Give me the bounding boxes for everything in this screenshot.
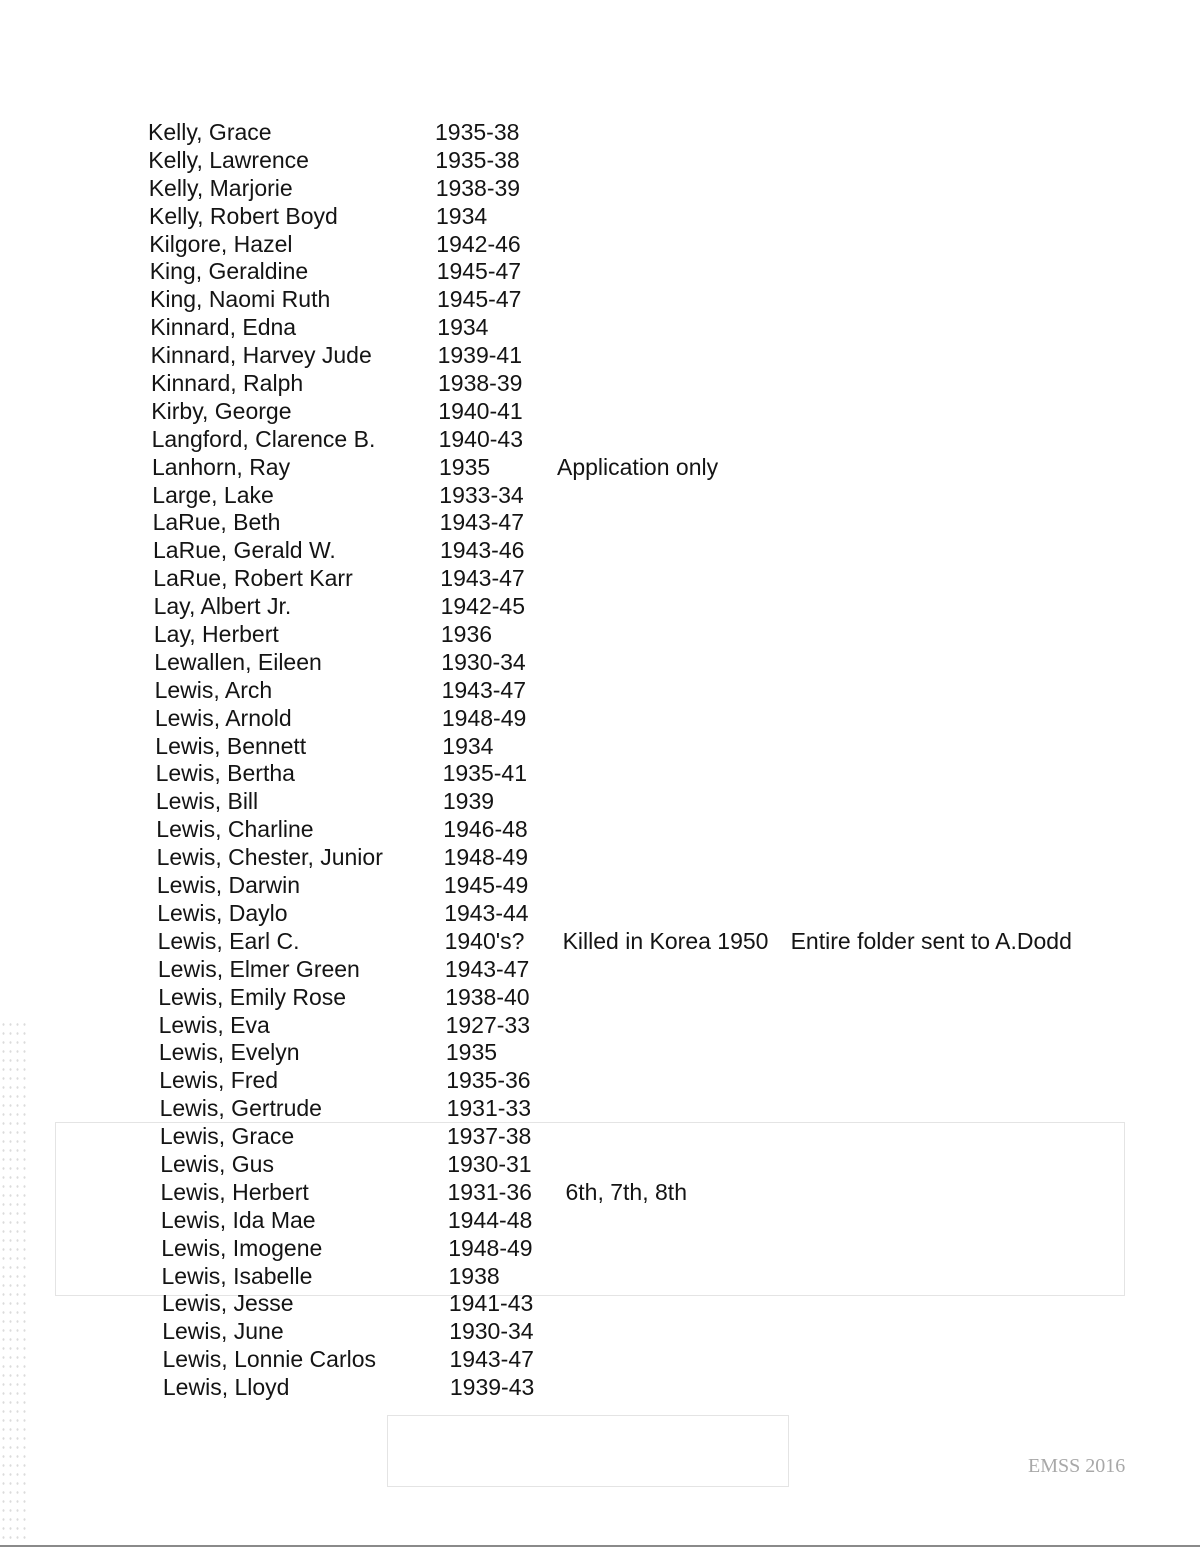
attendance-years: 1943-47: [441, 676, 527, 703]
roster-row: [161, 1206, 1148, 1234]
attendance-years: 1943-46: [440, 537, 525, 564]
roster-row: [148, 146, 1148, 174]
student-name: Kinnard, Harvey Jude: [150, 342, 372, 369]
attendance-years: 1940's?: [444, 927, 525, 954]
attendance-years: 1940-41: [438, 397, 523, 424]
attendance-years: 1945-47: [436, 258, 522, 285]
student-name: Lewis, Herbert: [160, 1178, 309, 1205]
student-name: Lewis, Gus: [160, 1150, 274, 1177]
attendance-years: 1935-41: [442, 760, 528, 787]
roster-row: [157, 843, 1148, 871]
roster-row: [156, 787, 1148, 815]
roster-row: [151, 369, 1148, 397]
student-name: LaRue, Robert Karr: [153, 565, 353, 592]
roster-row: [154, 592, 1148, 620]
roster-row: [152, 481, 1148, 509]
scan-edge-speckle: [0, 1020, 30, 1540]
student-name: Langford, Clarence B.: [151, 425, 376, 452]
attendance-years: 1930-34: [441, 648, 526, 675]
attendance-years: 1940-43: [438, 425, 524, 452]
student-name: Lewis, Daylo: [157, 899, 288, 926]
attendance-years: 1934: [437, 314, 489, 341]
attendance-years: 1933-34: [439, 481, 524, 508]
roster-row: [159, 1038, 1148, 1066]
attendance-years: 1938: [448, 1262, 500, 1289]
roster-row: [152, 453, 1148, 481]
student-name: Kelly, Robert Boyd: [149, 202, 338, 229]
student-name: Lewis, Gertrude: [159, 1095, 322, 1122]
roster-row: [160, 1150, 1148, 1178]
student-name: Lewis, Arnold: [154, 704, 292, 731]
attendance-years: 1936: [440, 621, 493, 648]
attendance-years: 1935-38: [435, 146, 520, 173]
attendance-years: 1935-36: [446, 1067, 531, 1094]
student-name: Kilgore, Hazel: [149, 230, 293, 257]
student-name: Lewis, Bennett: [155, 732, 307, 759]
roster-row: [153, 536, 1148, 564]
student-name: Lewis, Fred: [159, 1067, 279, 1094]
student-name: Lay, Albert Jr.: [153, 593, 292, 620]
roster-row: [156, 759, 1148, 787]
roster-row: [148, 118, 1148, 146]
student-name: Lewis, Isabelle: [161, 1262, 313, 1289]
roster-row: [158, 983, 1148, 1011]
student-name: Lewis, Bill: [155, 788, 259, 815]
student-name: Kinnard, Ralph: [151, 370, 304, 397]
roster-row: [153, 564, 1148, 592]
attendance-years: 1937-38: [446, 1123, 532, 1150]
student-name: Lewis, Elmer Green: [157, 955, 360, 982]
student-name: Lewis, Chester, Junior: [156, 844, 383, 871]
roster-row: [155, 732, 1148, 760]
roster-row: [160, 1122, 1148, 1150]
roster-row: [150, 285, 1148, 313]
roster-row: [151, 397, 1148, 425]
attendance-years: 1944-48: [447, 1206, 533, 1233]
roster-row: [157, 871, 1148, 899]
attendance-years: 1948-49: [448, 1234, 533, 1261]
attendance-years: 1930-34: [449, 1318, 534, 1345]
record-note: Application only: [557, 453, 719, 480]
student-name: Lewis, Darwin: [156, 872, 301, 899]
student-name: King, Naomi Ruth: [150, 286, 331, 313]
record-note: Killed in Korea 1950: [562, 927, 769, 954]
attendance-years: 1935: [445, 1039, 498, 1066]
student-name: Kelly, Marjorie: [148, 174, 293, 201]
student-roster: [148, 118, 1148, 1401]
roster-row: [155, 676, 1148, 704]
roster-row: [150, 257, 1148, 285]
student-name: Kelly, Grace: [148, 119, 272, 145]
student-name: Lewis, Evelyn: [158, 1039, 300, 1066]
roster-row: [156, 815, 1148, 843]
roster-row: [149, 174, 1148, 202]
attendance-years: 1943-47: [449, 1346, 534, 1373]
student-name: Lewis, Jesse: [161, 1290, 294, 1317]
attendance-years: 1927-33: [445, 1011, 531, 1038]
roster-row: [160, 1094, 1148, 1122]
attendance-years: 1934: [442, 732, 494, 759]
roster-row: [157, 899, 1148, 927]
roster-row: [162, 1289, 1148, 1317]
student-name: Lewallen, Eileen: [154, 648, 322, 675]
record-note-secondary: Entire folder sent to A.Dodd: [790, 927, 1072, 954]
attendance-years: 1941-43: [448, 1290, 534, 1317]
roster-row: [150, 313, 1148, 341]
attendance-years: 1935-38: [435, 119, 520, 145]
roster-row: [154, 648, 1148, 676]
roster-row: [152, 425, 1148, 453]
roster-row: [149, 202, 1148, 230]
student-name: Lewis, Bertha: [155, 760, 295, 787]
roster-row: [162, 1317, 1148, 1345]
archive-stamp: EMSS 2016: [1028, 1455, 1126, 1477]
student-name: Lewis, Emily Rose: [158, 983, 347, 1010]
roster-row: [161, 1178, 1149, 1206]
student-name: Lanhorn, Ray: [152, 453, 291, 480]
student-name: Lewis, June: [162, 1318, 284, 1345]
attendance-years: 1943-44: [444, 899, 529, 926]
student-name: Lewis, Ida Mae: [160, 1206, 316, 1233]
student-name: LaRue, Beth: [152, 509, 281, 536]
attendance-years: 1935: [439, 453, 491, 480]
attendance-years: 1943-47: [439, 509, 525, 536]
roster-row: [153, 508, 1148, 536]
faded-report-box: [387, 1415, 789, 1487]
roster-row: [158, 955, 1148, 983]
student-name: Large, Lake: [152, 481, 274, 508]
roster-row: [155, 704, 1148, 732]
attendance-years: 1945-49: [443, 872, 529, 899]
attendance-years: 1938-39: [438, 370, 523, 397]
record-note: 6th, 7th, 8th: [565, 1178, 687, 1205]
attendance-years: 1943-47: [440, 565, 525, 592]
student-name: Kelly, Lawrence: [148, 146, 309, 173]
roster-row: [151, 341, 1148, 369]
roster-row: [149, 230, 1148, 258]
student-name: Lewis, Grace: [159, 1123, 295, 1150]
attendance-years: 1939-41: [437, 342, 523, 369]
student-name: Lewis, Imogene: [161, 1234, 323, 1261]
attendance-years: 1939: [442, 788, 495, 815]
page-bottom-edge: [0, 1545, 1200, 1547]
roster-row: [163, 1345, 1149, 1373]
attendance-years: 1934: [436, 202, 488, 229]
attendance-years: 1939-43: [449, 1374, 535, 1401]
attendance-years: 1948-49: [443, 844, 529, 871]
student-name: Lewis, Eva: [158, 1011, 270, 1038]
student-name: Kirby, George: [151, 397, 292, 424]
attendance-years: 1942-45: [440, 593, 526, 620]
attendance-years: 1943-47: [444, 955, 530, 982]
student-name: Kinnard, Edna: [150, 314, 297, 341]
attendance-years: 1931-36: [447, 1178, 532, 1205]
attendance-years: 1945-47: [437, 286, 522, 313]
roster-row: [159, 1066, 1148, 1094]
student-name: Lay, Herbert: [153, 621, 279, 648]
student-name: King, Geraldine: [149, 258, 309, 285]
student-name: Lewis, Charline: [156, 816, 314, 843]
roster-row: [162, 1262, 1149, 1290]
attendance-years: 1938-39: [435, 174, 521, 201]
student-name: Lewis, Earl C.: [157, 927, 300, 954]
attendance-years: 1948-49: [441, 704, 527, 731]
roster-row: [163, 1373, 1148, 1401]
attendance-years: 1946-48: [443, 816, 528, 843]
roster-row: [161, 1234, 1148, 1262]
attendance-years: 1938-40: [445, 983, 530, 1010]
student-name: Lewis, Lonnie Carlos: [162, 1346, 377, 1373]
attendance-years: 1930-31: [447, 1150, 532, 1177]
student-name: Lewis, Arch: [154, 676, 273, 703]
attendance-years: 1931-33: [446, 1095, 532, 1122]
roster-row: [158, 927, 1148, 955]
student-name: LaRue, Gerald W.: [153, 537, 336, 564]
roster-row: [159, 1011, 1148, 1039]
attendance-years: 1942-46: [436, 230, 521, 257]
roster-row: [154, 620, 1148, 648]
student-name: Lewis, Lloyd: [162, 1374, 290, 1401]
